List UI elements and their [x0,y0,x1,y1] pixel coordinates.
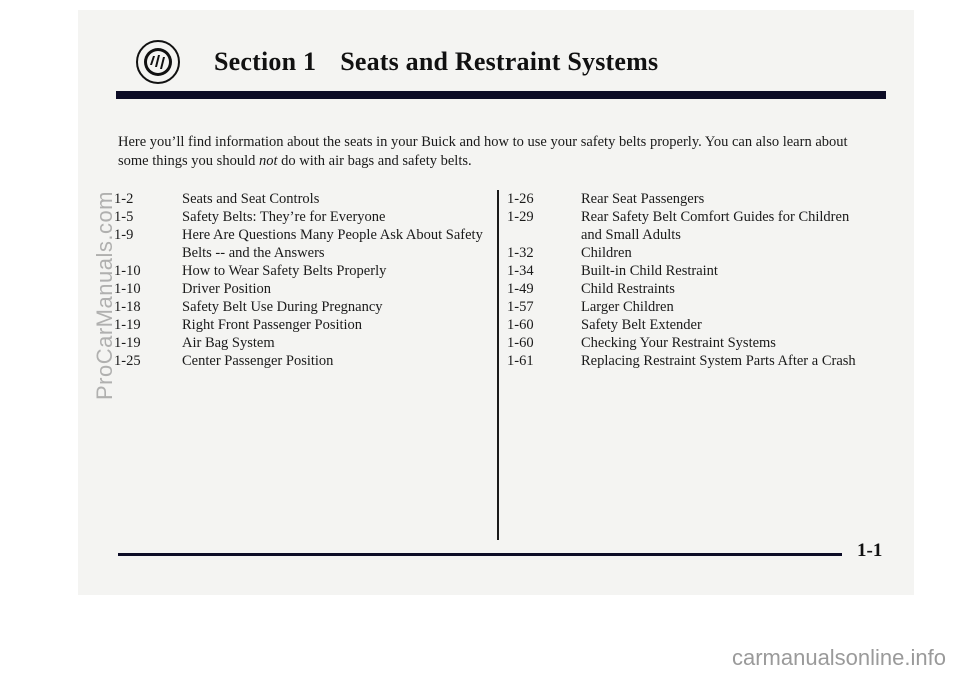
toc-entry[interactable] [507,280,857,298]
section-number: Section 1 [214,47,317,76]
toc-page-number: 1-57 [507,299,534,315]
toc-entry-title: How to Wear Safety Belts Properly [182,263,387,279]
toc-entry[interactable] [507,190,857,208]
column-divider [497,190,499,540]
watermark-text: ProCarManuals.com [92,190,117,400]
toc-page-number: 1-49 [507,281,534,297]
toc-page-number: 1-61 [507,353,534,369]
toc-entry-title: Here Are Questions Many People Ask About Safety Belts -- and the Answers [182,227,483,261]
toc-entry[interactable] [507,244,857,262]
toc-page-number: 1-10 [114,281,141,297]
intro-text-start: Here you’ll find information about the seats in your Buick and how to use your safety belts properly. You can also learn about some things you should [118,134,848,169]
toc-page-number: 1-10 [114,263,141,279]
toc-entry-title: Checking Your Restraint Systems [581,335,776,351]
toc-entry-title: Safety Belt Use During Pregnancy [182,299,383,315]
page-number: 1-1 [857,540,883,561]
toc-right-column [507,190,857,370]
toc-left-column [114,190,484,370]
toc-entry-title: Driver Position [182,281,272,297]
intro-emphasis: not [258,153,278,169]
toc-entry[interactable] [114,280,484,298]
toc-entry-title: Child Restraints [581,281,675,297]
toc-page-number: 1-19 [114,335,141,351]
toc-entry[interactable] [507,334,857,352]
toc-page-number: 1-60 [507,335,534,351]
toc-entry-title: Built-in Child Restraint [581,263,718,279]
header-rule [116,91,886,99]
toc-entry[interactable] [114,226,484,262]
toc-page-number: 1-34 [507,263,534,279]
toc-page-number: 1-32 [507,245,534,261]
toc-entry[interactable] [114,316,484,334]
buick-emblem-icon [136,40,180,84]
toc-entry-title: Center Passenger Position [182,353,334,369]
section-header [136,38,658,86]
toc-entry-title: Air Bag System [182,335,275,351]
toc-entry-title: Safety Belts: They’re for Everyone [182,209,386,225]
section-title: Seats and Restraint Systems [340,47,659,76]
toc-page-number: 1-19 [114,317,141,333]
toc-entry-title: Children [581,245,632,261]
footer-site-link[interactable]: carmanualsonline.info [731,645,946,670]
toc-page-number: 1-25 [114,353,141,369]
toc-entry[interactable] [114,298,484,316]
toc-page-number: 1-9 [114,227,134,243]
toc-entry[interactable] [507,352,857,370]
toc-entry[interactable] [507,208,857,244]
footer-rule [118,553,842,556]
toc-entry[interactable] [114,208,484,226]
toc-entry-title: Replacing Restraint System Parts After a Crash [581,353,856,369]
toc-entry-title: Rear Safety Belt Comfort Guides for Children and Small Adults [581,209,850,243]
toc-page-number: 1-18 [114,299,141,315]
intro-paragraph [118,133,878,171]
toc-page-number: 1-26 [507,191,534,207]
toc-entry-title: Safety Belt Extender [581,317,702,333]
toc-entry[interactable] [114,352,484,370]
toc-page-number: 1-60 [507,317,534,333]
toc-entry[interactable] [114,262,484,280]
toc-entry[interactable] [114,334,484,352]
toc-entry[interactable] [507,262,857,280]
toc-entry[interactable] [114,190,484,208]
toc-page-number: 1-5 [114,209,134,225]
toc-entry[interactable] [507,298,857,316]
toc-page-number: 1-29 [507,209,534,225]
toc-page-number: 1-2 [114,191,134,207]
toc-entry-title: Seats and Seat Controls [182,191,320,207]
intro-text-end: do with air bags and safety belts. [277,153,472,169]
toc-entry-title: Larger Children [581,299,674,315]
toc-entry[interactable] [507,316,857,334]
toc-entry-title: Right Front Passenger Position [182,317,363,333]
toc-entry-title: Rear Seat Passengers [581,191,705,207]
